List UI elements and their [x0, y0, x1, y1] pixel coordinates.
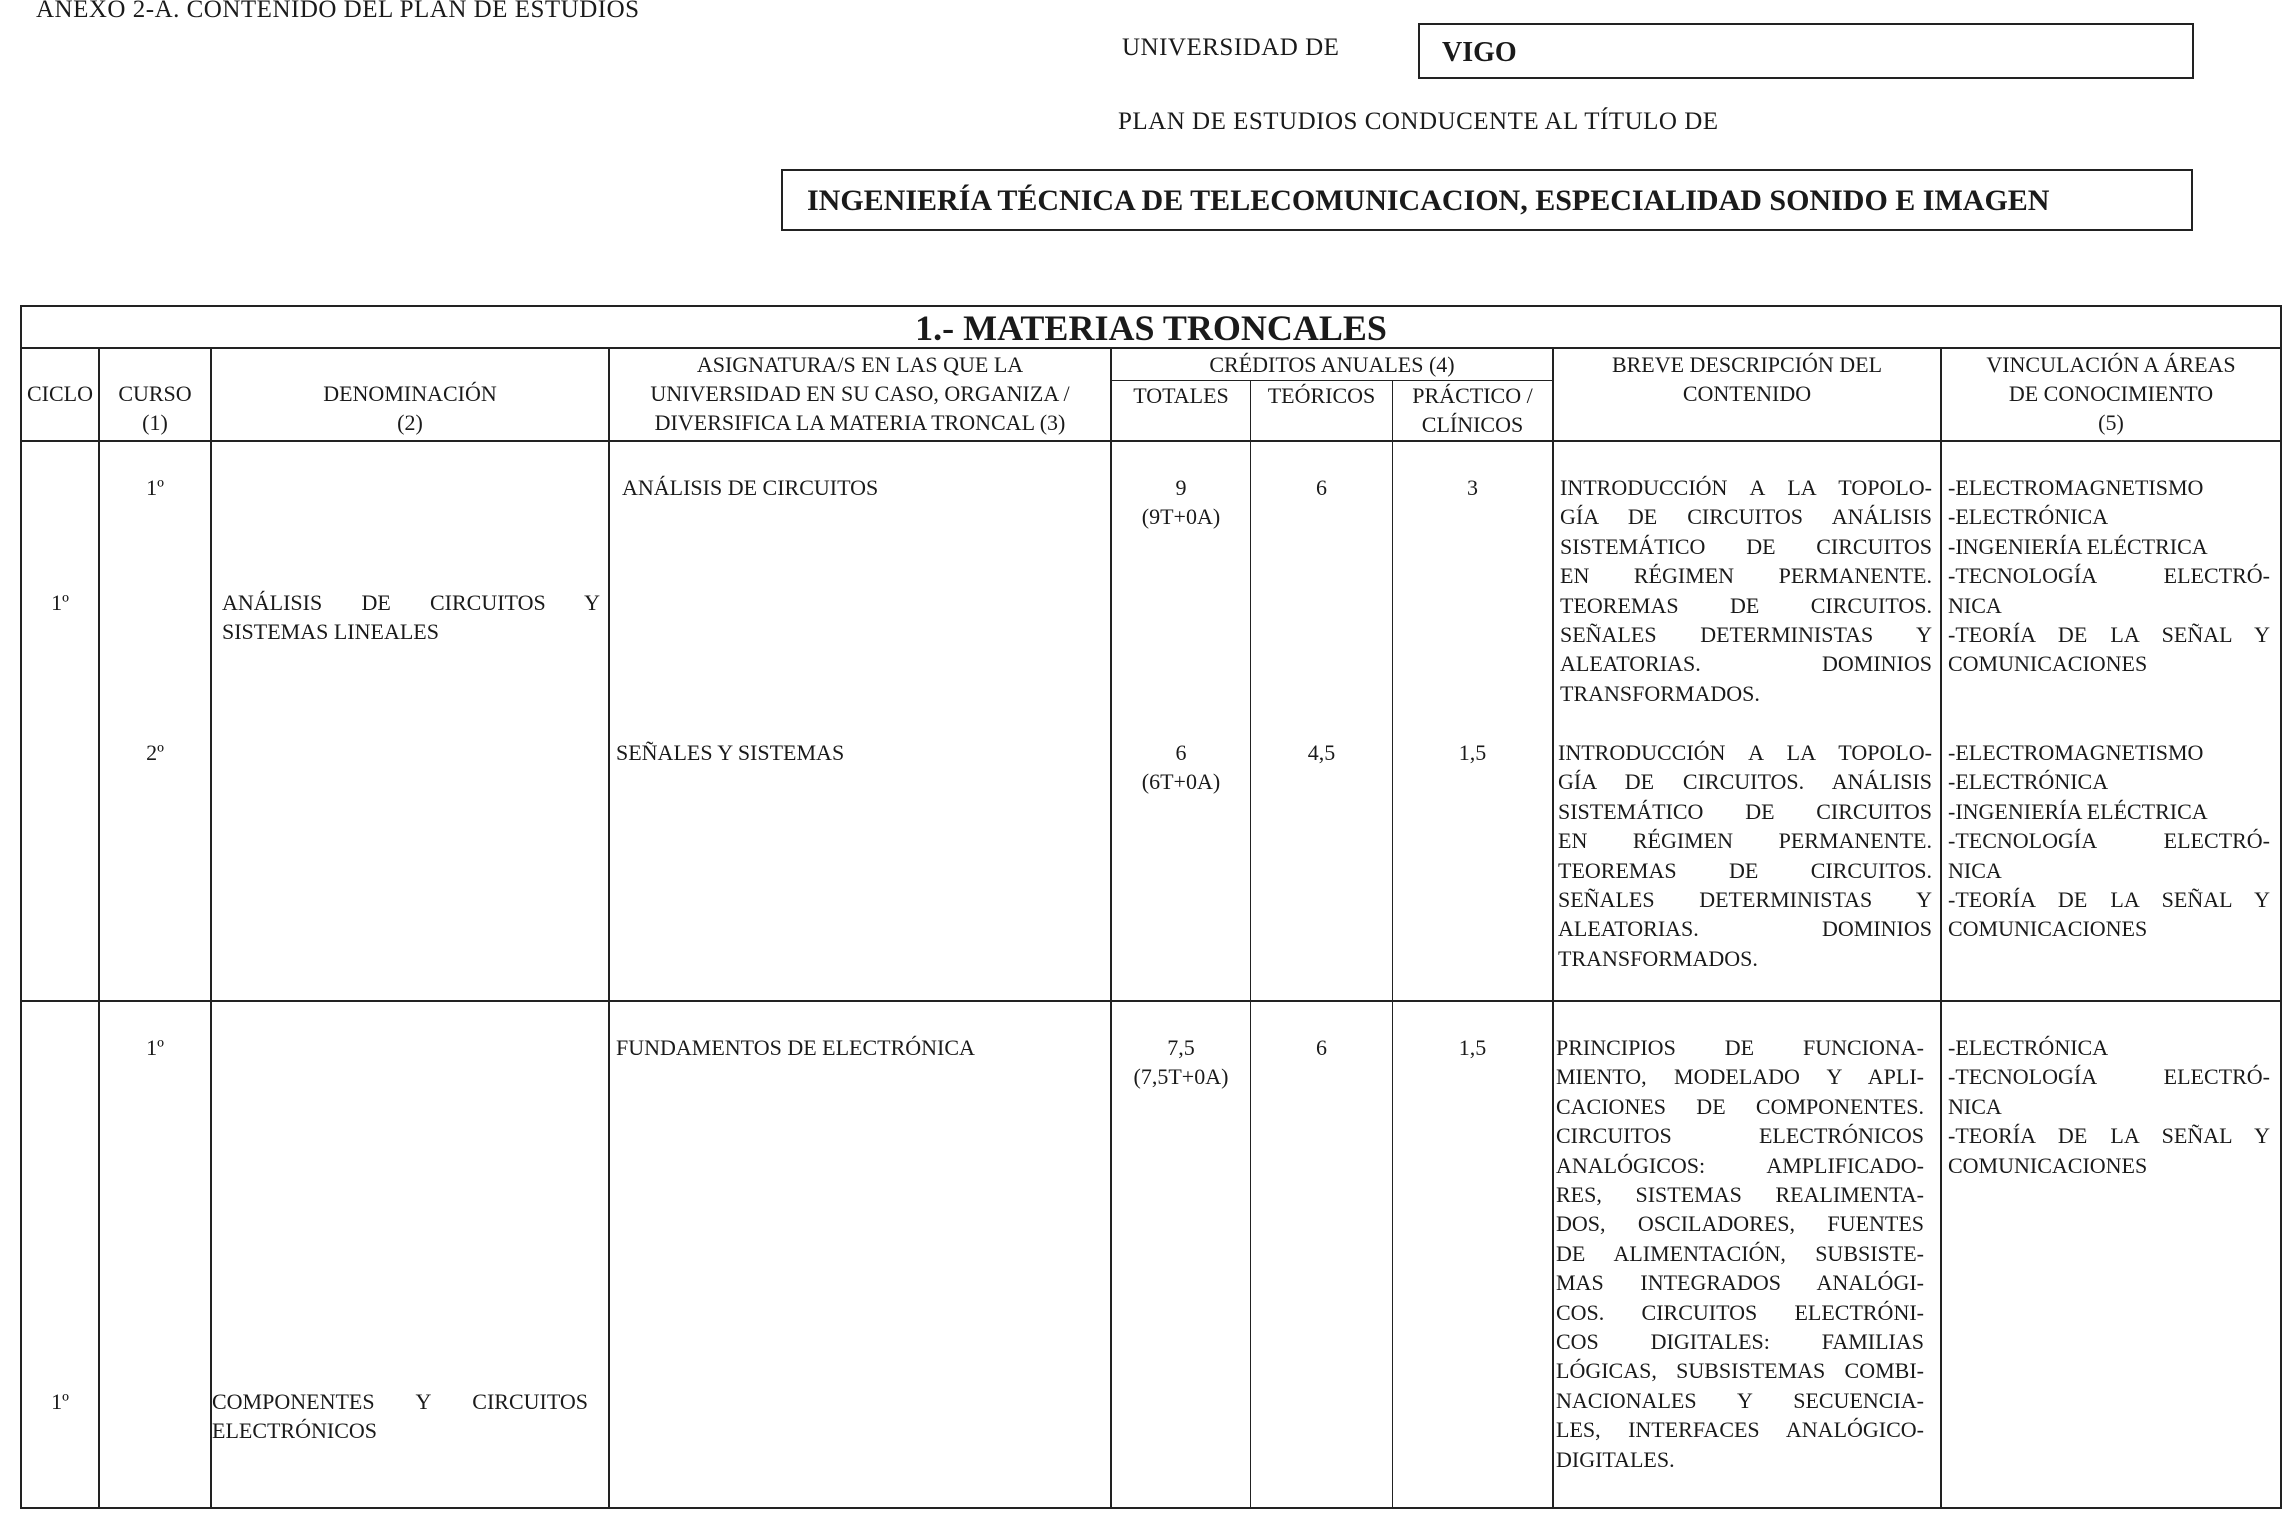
group2-denominacion-line: COMPONENTES Y CIRCUITOS — [212, 1389, 588, 1414]
header-bottom-line — [20, 440, 2282, 442]
col-line-ciclo — [98, 349, 100, 1509]
description-line: TEOREMAS DE CIRCUITOS. — [1560, 592, 1932, 618]
header-totales: TOTALES — [1133, 383, 1229, 408]
row1-vinculacion — [1948, 473, 2270, 679]
row3-curso: 1º — [146, 1035, 164, 1060]
row3-totales — [1112, 1033, 1250, 1092]
row1-practicos: 3 — [1467, 475, 1478, 500]
header-creditos: CRÉDITOS ANUALES (4) — [1209, 352, 1455, 377]
group1-denominacion — [222, 588, 600, 647]
degree-label: PLAN DE ESTUDIOS CONDUCENTE AL TÍTULO DE — [1118, 108, 1719, 135]
col-line-descripcion — [1940, 349, 1942, 1509]
area-line: -ELECTRÓNICA — [1948, 504, 2109, 530]
header-ciclo: CICLO — [27, 381, 93, 406]
description-line: DOS, OSCILADORES, FUENTES — [1556, 1211, 1924, 1237]
university-value-box: VIGO — [1418, 23, 2194, 79]
description-line: COS DIGITALES: FAMILIAS — [1556, 1329, 1924, 1355]
group1-ciclo: 1º — [51, 590, 69, 615]
header-descripcion-line1: BREVE DESCRIPCIÓN DEL — [1611, 352, 1883, 377]
row3-totales-detalle: (7,5T+0A) — [1133, 1064, 1229, 1090]
header-denominacion-line1: DENOMINACIÓN — [323, 381, 497, 406]
university-label: UNIVERSIDAD DE — [1122, 34, 1340, 61]
group2-denominacion-line: ELECTRÓNICOS — [212, 1418, 377, 1444]
area-line: -TEORÍA DE LA SEÑAL Y — [1948, 1123, 2270, 1149]
description-line: INTRODUCCIÓN A LA TOPOLO- — [1558, 740, 1932, 765]
description-line: SEÑALES DETERMINISTAS Y — [1558, 887, 1932, 913]
header-denominacion — [212, 379, 608, 437]
description-line: LÓGICAS, SUBSISTEMAS COMBI- — [1556, 1358, 1924, 1384]
row1-teoricos: 6 — [1316, 475, 1327, 500]
group1-denominacion-line: ANÁLISIS DE CIRCUITOS Y — [222, 590, 600, 615]
row3-teoricos: 6 — [1316, 1035, 1327, 1060]
row2-vinculacion — [1948, 738, 2270, 944]
area-line: -TECNOLOGÍA ELECTRÓ- — [1948, 563, 2270, 589]
area-line: -ELECTRÓNICA — [1948, 1035, 2109, 1060]
header-teoricos: TEÓRICOS — [1267, 383, 1376, 408]
description-line: ALEATORIAS. DOMINIOS — [1560, 651, 1932, 677]
description-line: PRINCIPIOS DE FUNCIONA- — [1556, 1035, 1924, 1060]
header-asignaturas-line2: UNIVERSIDAD EN SU CASO, ORGANIZA / — [650, 381, 1070, 406]
col-line-totales — [1250, 381, 1251, 1509]
description-line: TEOREMAS DE CIRCUITOS. — [1558, 857, 1932, 883]
row2-practicos: 1,5 — [1458, 740, 1487, 765]
col-line-curso — [210, 349, 212, 1509]
description-line: COS. CIRCUITOS ELECTRÓNI- — [1556, 1299, 1924, 1325]
row3-vinculacion — [1948, 1033, 2270, 1180]
header-denominacion-line2: (2) — [397, 410, 423, 435]
row1-totales-detalle: (9T+0A) — [1141, 504, 1221, 530]
row2-totales — [1112, 738, 1250, 797]
description-line: DIGITALES. — [1556, 1446, 1675, 1472]
row3-descripcion — [1556, 1033, 1924, 1474]
area-line: NICA — [1948, 857, 2002, 883]
area-line: -INGENIERÍA ELÉCTRICA — [1948, 798, 2208, 824]
description-line: TRANSFORMADOS. — [1560, 680, 1760, 706]
description-line: ALEATORIAS. DOMINIOS — [1558, 916, 1932, 942]
area-line: -TECNOLOGÍA ELECTRÓ- — [1948, 828, 2270, 854]
header-practicos-line2: CLÍNICOS — [1421, 412, 1524, 437]
description-line: MIENTO, MODELADO Y APLI- — [1556, 1064, 1924, 1090]
area-line: -ELECTRÓNICA — [1948, 769, 2109, 795]
area-line: -TEORÍA DE LA SEÑAL Y — [1948, 622, 2270, 648]
description-line: ANALÓGICOS: AMPLIFICADO- — [1556, 1152, 1924, 1178]
area-line: -ELECTROMAGNETISMO — [1948, 475, 2204, 500]
area-line: NICA — [1948, 1093, 2002, 1119]
row3-totales-value: 7,5 — [1167, 1035, 1195, 1060]
header-vinculacion-line1: VINCULACIÓN A ÁREAS — [1986, 352, 2236, 377]
description-line: DE ALIMENTACIÓN, SUBSISTE- — [1556, 1240, 1924, 1266]
description-line: TRANSFORMADOS. — [1558, 945, 1758, 971]
area-line: -TEORÍA DE LA SEÑAL Y — [1948, 887, 2270, 913]
description-line: EN RÉGIMEN PERMANENTE. — [1560, 563, 1932, 589]
group-separator — [20, 1000, 2282, 1002]
header-vinculacion-line3: (5) — [2098, 410, 2124, 435]
group1-denominacion-line: SISTEMAS LINEALES — [222, 619, 439, 645]
header-curso-line1: CURSO — [118, 381, 192, 406]
header-practicos — [1393, 381, 1552, 439]
row2-totales-value: 6 — [1175, 740, 1187, 765]
row1-asignatura: ANÁLISIS DE CIRCUITOS — [622, 475, 879, 500]
row1-descripcion — [1560, 473, 1932, 708]
group2-denominacion — [212, 1387, 588, 1446]
section-title: 1.- MATERIAS TRONCALES — [915, 308, 1387, 348]
degree-title-box: INGENIERÍA TÉCNICA DE TELECOMUNICACION, ESPECIALIDAD SONIDO E IMAGEN — [781, 169, 2193, 231]
group2-ciclo: 1º — [51, 1389, 69, 1414]
header-curso-line2: (1) — [142, 410, 168, 435]
header-vinculacion-line2: DE CONOCIMIENTO — [2008, 381, 2214, 406]
col-line-teoricos — [1392, 381, 1393, 1509]
description-line: GÍA DE CIRCUITOS. ANÁLISIS — [1558, 769, 1932, 795]
header-asignaturas — [610, 350, 1110, 437]
description-line: SISTEMÁTICO DE CIRCUITOS — [1558, 798, 1932, 824]
table-border-left — [20, 305, 22, 1509]
header-vinculacion — [1942, 350, 2280, 437]
row1-curso: 1º — [146, 475, 164, 500]
row2-teoricos: 4,5 — [1307, 740, 1336, 765]
header-descripcion — [1554, 350, 1940, 408]
area-line: -TECNOLOGÍA ELECTRÓ- — [1948, 1064, 2270, 1090]
description-line: EN RÉGIMEN PERMANENTE. — [1558, 828, 1932, 854]
description-line: SEÑALES DETERMINISTAS Y — [1560, 622, 1932, 648]
col-line-practicos — [1552, 349, 1554, 1509]
description-line: GÍA DE CIRCUITOS ANÁLISIS — [1560, 504, 1932, 530]
area-line: COMUNICACIONES — [1948, 651, 2148, 677]
row1-totales-value: 9 — [1175, 475, 1187, 500]
row2-curso: 2º — [146, 740, 164, 765]
header-curso — [100, 379, 210, 437]
area-line: COMUNICACIONES — [1948, 916, 2148, 942]
header-asignaturas-line1: ASIGNATURA/S EN LAS QUE LA — [696, 352, 1024, 377]
description-line: NACIONALES Y SECUENCIA- — [1556, 1387, 1924, 1413]
row3-asignatura: FUNDAMENTOS DE ELECTRÓNICA — [616, 1035, 975, 1060]
area-line: -INGENIERÍA ELÉCTRICA — [1948, 533, 2208, 559]
area-line: NICA — [1948, 592, 2002, 618]
header-practicos-line1: PRÁCTICO / — [1412, 383, 1533, 408]
header-descripcion-line2: CONTENIDO — [1682, 381, 1812, 406]
description-line: CACIONES DE COMPONENTES. — [1556, 1093, 1924, 1119]
table-border-bottom — [20, 1507, 2282, 1509]
row3-practicos: 1,5 — [1458, 1035, 1487, 1060]
area-line: -ELECTROMAGNETISMO — [1948, 740, 2204, 765]
area-line: COMUNICACIONES — [1948, 1152, 2148, 1178]
row2-totales-detalle: (6T+0A) — [1141, 769, 1221, 795]
annex-heading: ANEXO 2-A. CONTENIDO DEL PLAN DE ESTUDIOS — [36, 0, 640, 23]
header-asignaturas-line3: DIVERSIFICA LA MATERIA TRONCAL (3) — [654, 410, 1066, 435]
description-line: RES, SISTEMAS REALIMENTA- — [1556, 1182, 1924, 1208]
description-line: CIRCUITOS ELECTRÓNICOS — [1556, 1123, 1924, 1149]
row2-asignatura: SEÑALES Y SISTEMAS — [616, 740, 845, 765]
row2-descripcion — [1558, 738, 1932, 973]
description-line: LES, INTERFACES ANALÓGICO- — [1556, 1417, 1924, 1443]
description-line: SISTEMÁTICO DE CIRCUITOS — [1560, 533, 1932, 559]
row1-totales — [1112, 473, 1250, 532]
description-line: INTRODUCCIÓN A LA TOPOLO- — [1560, 475, 1932, 500]
description-line: MAS INTEGRADOS ANALÓGI- — [1556, 1270, 1924, 1296]
col-line-denominacion — [608, 349, 610, 1509]
